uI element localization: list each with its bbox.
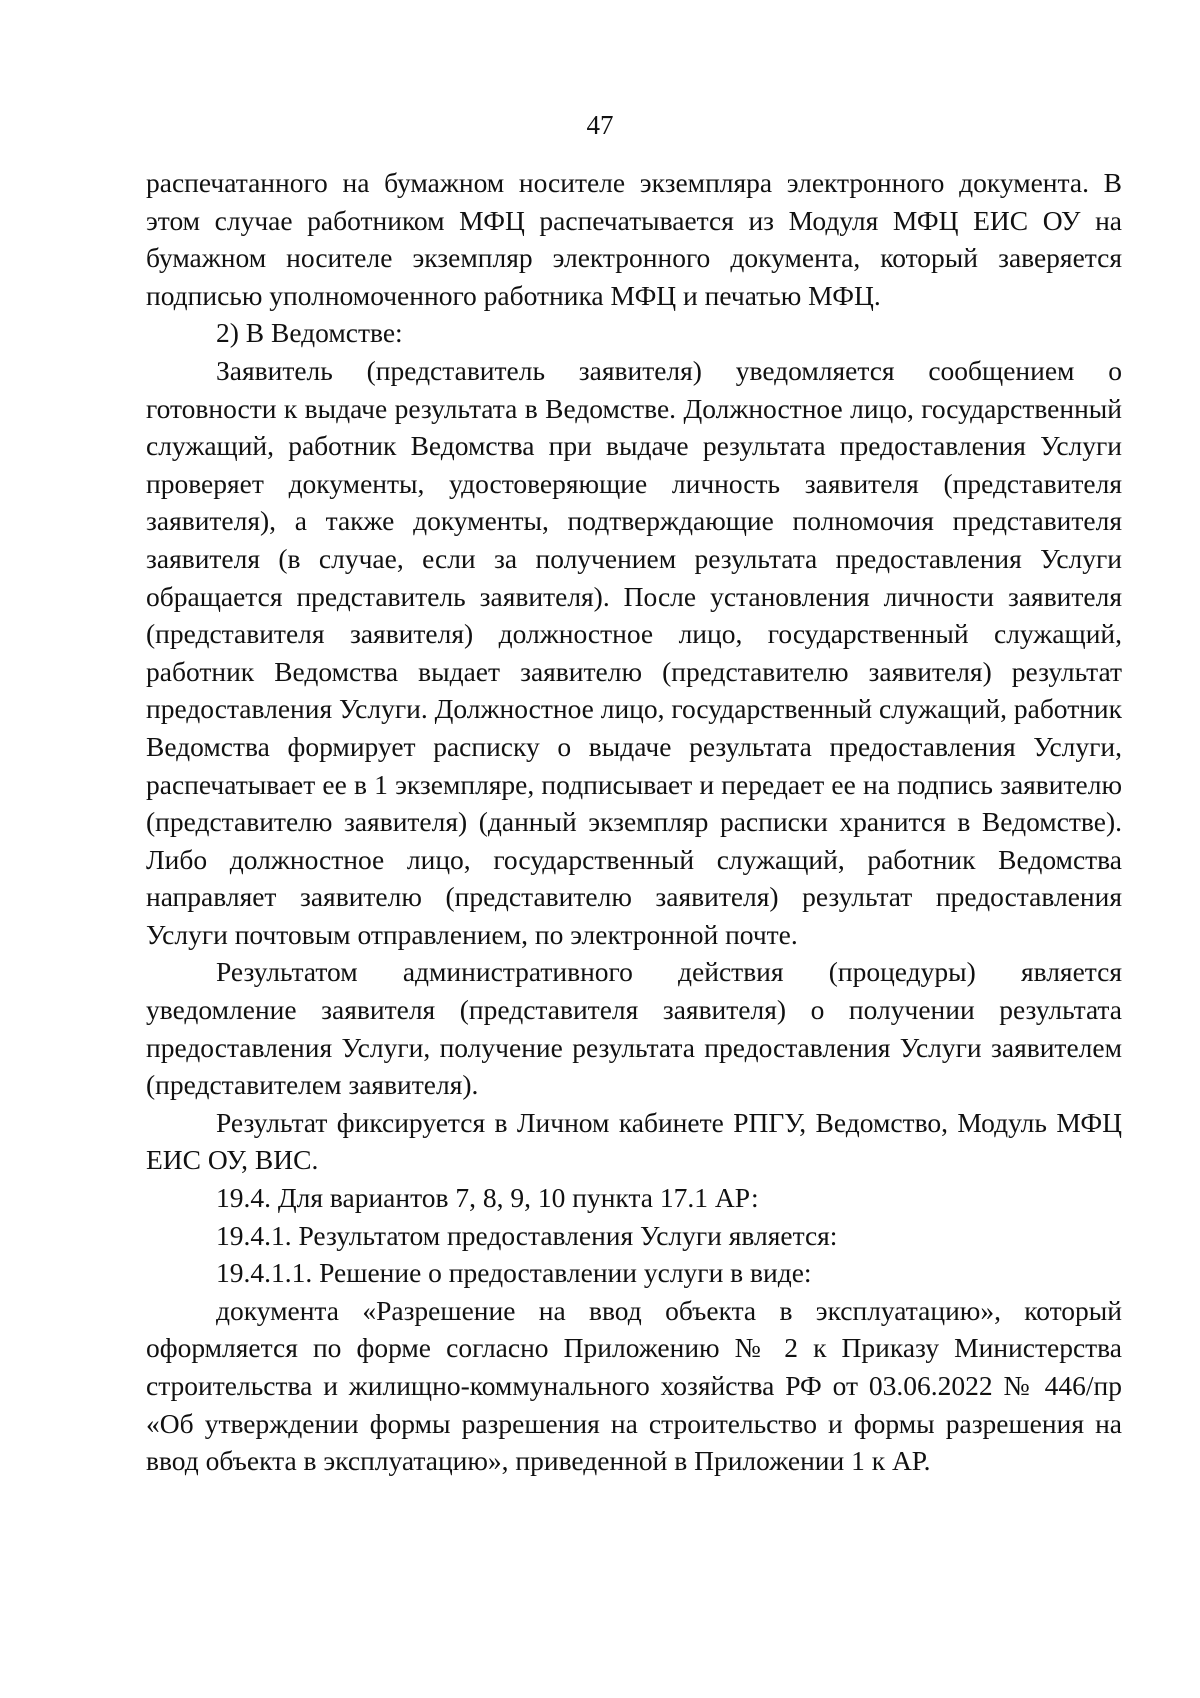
paragraph-result-recorded: Результат фиксируется в Личном кабинете РПГУ, Ведомство, Модуль МФЦ ЕИС ОУ, ВИС. [146,1106,1122,1176]
paragraph-section-19-4: 19.4. Для вариантов 7, 8, 9, 10 пункта 17.1 АР: [216,1182,759,1214]
paragraph-continuation: распечатанного на бумажном носителе экземпляра электронного документа. В этом случае работником МФЦ распечатывается из Модуля МФЦ ЕИС ОУ на бумажном носителе экземпляр электронного документа, который заверяется подписью уполномоченного работника МФЦ и печатью МФЦ. [146,167,1122,311]
paragraph-section-19-4-1: 19.4.1. Результатом предоставления Услуги является: [216,1219,838,1251]
paragraph-result-procedure: Результатом административного действия (процедуры) является уведомление заявителя (представителя заявителя) о получении результата предоставления Услуги, получение результата предоставления Услуги заявителем (представителем заявителя). [146,956,1122,1101]
paragraph-section-19-4-1-1: 19.4.1.1. Решение о предоставлении услуги в виде: [216,1257,812,1289]
document-body [146,164,1122,1480]
page-number: 47 [586,110,614,140]
paragraph-permit-document: документа «Разрешение на ввод объекта в эксплуатацию», который оформляется по форме согласно Приложению № 2 к Приказу Министерства строительства и жилищно-коммунального хозяйства РФ от 03.06.2022 № 446/пр «Об утверждении формы разрешения на строительство и формы разрешения на ввод объекта в эксплуатацию», приведенной в Приложении 1 к АР. [146,1294,1122,1477]
paragraph-subheading: 2) В Ведомстве: [216,317,403,349]
paragraph-notification: Заявитель (представитель заявителя) уведомляется сообщением о готовности к выдаче результата в Ведомстве. Должностное лицо, государственный служащий, работник Ведомства при выдаче результата предоставления Услуги проверяет документы, удостоверяющие личность заявителя (представителя заявителя), а также документы, подтверждающие полномочия представителя заявителя (в случае, если за получением результата предоставления Услуги обращается представитель заявителя). После установления личности заявителя (представителя заявителя) должностное лицо, государственный служащий, работник Ведомства выдает заявителю (представителю заявителя) результат предоставления Услуги. Должностное лицо, государственный служащий, работник Ведомства формирует расписку о выдаче результата предоставления Услуги, распечатывает ее в 1 экземпляре, подписывает и передает ее на подпись заявителю (представителю заявителя) (данный экземпляр расписки хранится в Ведомстве). Либо должностное лицо, государственный служащий, работник Ведомства направляет заявителю (представителю заявителя) результат предоставления Услуги почтовым отправлением, по электронной почте. [146,354,1123,950]
